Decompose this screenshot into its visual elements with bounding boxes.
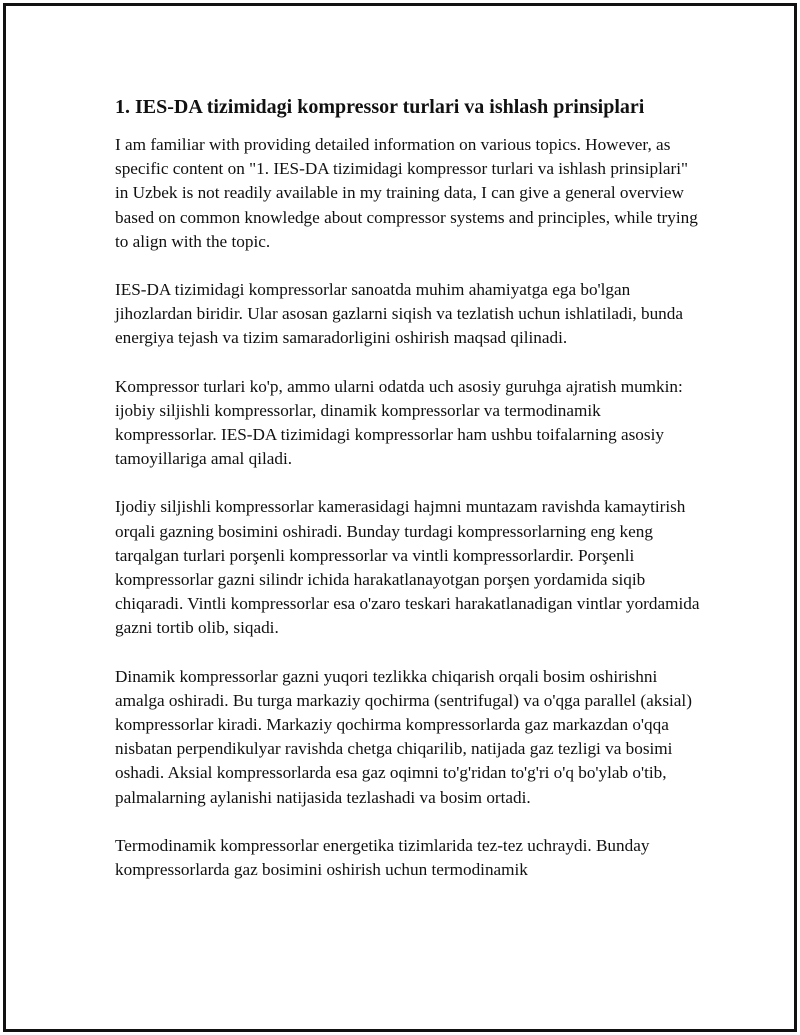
document-title: 1. IES-DA tizimidagi kompressor turlari va ishlash prinsiplari bbox=[115, 96, 645, 118]
document-body bbox=[115, 93, 705, 906]
paragraph-dynamic: Dinamik kompressorlar gazni yuqori tezlikka chiqarish orqali bosim oshirishni amalga oshiradi. Bu turga markaziy qochirma (sentrifugal) va o'qga parallel (aksial) kompressorlar kiradi. Markaziy qochirma kompressorlarda gaz markazdan o'qqa nisbatan perpendikulyar ravishda chetga chiqarilib, natijada gaz tezligi va bosimi oshadi. Aksial kompressorlarda esa gaz oqimni to'g'ridan to'g'ri o'q bo'ylab o'tib, palmalarning aylanishi natijasida tezlashadi va bosim ortadi. bbox=[115, 666, 692, 807]
paragraph-overview: IES-DA tizimidagi kompressorlar sanoatda muhim ahamiyatga ega bo'lgan jihozlardan biridir. Ular asosan gazlarni siqish va tezlatish uchun ishlatiladi, bunda energiya tejash va tizim samaradorligini oshirish maqsad qilinadi. bbox=[115, 280, 683, 348]
paragraph-intro: I am familiar with providing detailed information on various topics. However, as specific content on "1. IES-DA tizimidagi kompressor turlari va ishlash prinsiplari" in Uzbek is not readily available in my training data, I can give a general overview based on common knowledge about compressor systems and principles, while trying to align with the topic. bbox=[115, 135, 698, 251]
paragraph-types: Kompressor turlari ko'p, ammo ularni odatda uch asosiy guruhga ajratish mumkin: ijobiy siljishli kompressorlar, dinamik kompressorlar va termodinamik kompressorlar. IES-DA tizimidagi kompressorlar ham ushbu toifalarning asosiy tamoyillariga amal qiladi. bbox=[115, 376, 683, 469]
paragraph-positive-displacement: Ijodiy siljishli kompressorlar kamerasidagi hajmni muntazam ravishda kamaytirish orqali gazning bosimini oshiradi. Bunday turdagi kompressorlarning eng keng tarqalgan turlari porşenli kompressorlar va vintli kompressorlardir. Porşenli kompressorlar gazni silindr ichida harakatlanayotgan porşen yordamida siqib chiqaradi. Vintli kompressorlar esa o'zaro teskari harakatlanadigan vintlar yordamida gazni tortib olib, siqadi. bbox=[115, 497, 700, 638]
paragraph-thermodynamic: Termodinamik kompressorlar energetika tizimlarida tez-tez uchraydi. Bunday kompressorlarda gaz bosimini oshirish uchun termodinamik bbox=[115, 835, 650, 880]
